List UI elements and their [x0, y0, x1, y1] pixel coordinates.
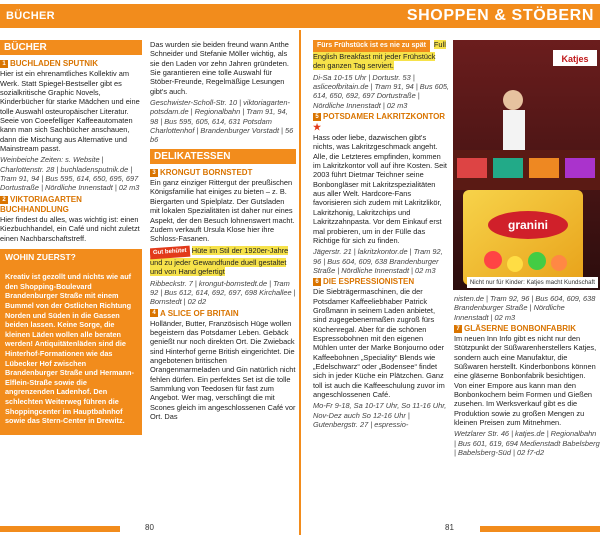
column-4	[454, 294, 600, 512]
page-number-right: 81	[445, 523, 454, 532]
entry-info-espressionisten: Mo-Fr 9-18, Sa 10-17 Uhr, So 11-16 Uhr, Nov-Dez auch So 12-16 Uhr | Gutenbergstr. 27 | espressio-	[313, 401, 447, 430]
intro-text: Das wurden sie beiden freund wann Anthe Schneider und Stefanie Möller wichtig, als sie den Laden vor zehn Jahren gründeten. Sie garantieren eine tolle Auswahl für Stöber-Freunde, Regelmäßige Lesungen gibt's auch.	[150, 40, 289, 96]
column-2	[150, 40, 296, 510]
tip-box	[0, 249, 142, 435]
entry-info-bonbonfabrik: Wetzlarer Str. 46 | katjes.de | Regionalbahn | Bus 601, 619, 694 Medienstadt Babelsberg | Babelsberg-Süd | 02 f7-d2	[454, 429, 600, 458]
entry-text-krongut: Ein ganz einziger Rittergut der preußischen Königsfamilie hat einiges zu bieten – z. B. Biergarten und Spielplatz. Der Gutsladen mit lokalen Spezialitäten ist daher nur eines Aspekt, der den Besuch lohnenswert macht. Zudem verkauft Ursula Klose hier ihre Schloss-Fasanen.	[150, 178, 295, 244]
section-title-delikatessen: DELIKATESSEN	[150, 149, 296, 164]
entry-title-text: POTSDAMER LAKRITZKONTOR	[323, 112, 446, 122]
left-page-header	[0, 4, 300, 28]
entry-info-slice: Di-Sa 10-15 Uhr | Dortustr. 53 | asliceofbritain.de | Tram 91, 94 | Bus 605, 614, 650, 692, 697 Dortustraße | Nördliche Innenstadt | 02 m3	[313, 72, 449, 110]
entry-number-2: 2	[0, 196, 8, 204]
entry-info-sputnik: Weinbeiche Zeiten: s. Website | Charlottenstr. 28 | buchladensputnik.de | Tram 91, 94 | Bus 595, 614, 650, 695, 697 Dortustraße | Nördliche Innenstadt | 02 m3	[0, 155, 140, 193]
hat-highlight-row	[150, 246, 296, 277]
badge-gut-behuetet: Gut behütet	[150, 245, 190, 259]
breakfast-row	[313, 40, 449, 71]
entry-title-krongut	[150, 168, 296, 178]
entry-title-espressionisten	[313, 277, 449, 287]
photo-katjes-shop	[453, 40, 600, 290]
highlight-breakfast: Full English Breakfast mit jeder Frühstück den ganzen Tag serviert.	[313, 40, 446, 71]
photo-caption: Nicht nur für Kinder: Katjes macht Kundschaft	[467, 277, 598, 288]
section-title-buecher: BÜCHER	[0, 40, 142, 55]
entry-text-slice: Holländer, Butter, Französisch Hüge wollen begeistern das Potsdamer Leben. Gebäck genießt nur noch direkten Ort. Die Zwieback sind Hinterhof gerne British eingerichtet. Die angebotenen britischen Orangenmarmeladen und Gin natürlich nicht fehlen dürfen. Ein perfektes Set ist die tolle Sammlung von Teedosen für fast zum Angebot. Wer mag, verschlingt die mit Scones gleich im angeschlossenen Café vor Ort. Das	[150, 318, 296, 422]
entry-title-bonbonfabrik	[454, 324, 600, 334]
entry-title-text: VIKTORIAGARTEN BUCHHANDLUNG	[0, 194, 82, 214]
entry-text-bonbonfabrik: Im neuen Inn Info gibt es nicht nur den Stützpunkt der Süßwarenherstellers Katjes, sondern auch eine Manufaktur, die Süßwaren herstellt. Kinderbonbons können eine gläserne Bonbonfabrik besichtigen. Von einer Empore aus kann man den Bonbonkochern beim Formen und Gießen zusehen. Im Werksverkauf gibt es die Produktion sowie zu großen Mengen zu kleinen Preisen zum Mitnehmen.	[454, 334, 597, 428]
star-icon: ★	[313, 122, 322, 133]
entry-text-lakritz: Hass oder liebe, dazwischen gibt's nichts, was Lakritzgeschmack angeht. Alle, die Letzteres empfinden, kommen im Lakritzkontor voll auf ihre Kosten. Seit 2003 führt Dietmar Teichner seine Bonbongläser mit Lakritzspezialitäten aus aller Welt. Hardcore-Fans favorisieren sich zudem mit Lakritzlikör, Lakritzhonig, Lakritzchips und Lakritzzahnpasta. Vor dem Einkauf erst mal probieren, um in der Fülle das Richtige für sich zu finden.	[313, 133, 447, 245]
entry-number-5: 5	[313, 113, 321, 121]
photo-sign-text: Katjes	[561, 54, 589, 64]
tip-box-title: WOHIN ZUERST?	[5, 251, 76, 262]
entry-title-viktoriagarten	[0, 195, 142, 215]
entry-text-viktoriagarten: Hier findest du alles, was wichtig ist: einen Kiezbuchhandel, ein Café und nicht zuletzt einen Nachbarschaftstreff.	[0, 214, 140, 243]
entry-title-text: GLÄSERNE BONBONFABRIK	[464, 324, 577, 334]
entry-number-3: 3	[150, 169, 158, 177]
entry-number-1: 1	[0, 60, 8, 68]
entry-info-lakritz: Jägerstr. 21 | lakritzkontor.de | Tram 92, 96 | Bus 604, 609, 638 Brandenburger Straße | Nördliche Innenstadt | 02 m3	[313, 247, 443, 275]
left-header-title: BÜCHER	[6, 10, 55, 22]
footer-bar-right	[480, 526, 600, 532]
column-3	[313, 40, 449, 512]
entry-number-6: 6	[313, 278, 321, 286]
entry-title-text: BUCHLADEN SPUTNIK	[10, 59, 98, 69]
column-1	[0, 40, 142, 512]
page-gutter	[299, 30, 301, 535]
entry-title-text: KRONGUT BORNSTEDT	[160, 168, 253, 178]
photo-bag-text: granini	[507, 218, 549, 232]
entry-title-lakritz	[313, 112, 449, 133]
page-number-left: 80	[145, 523, 154, 532]
entry-info-krongut: Ribbeckstr. 7 | krongut-bornstedt.de | Tram 92 | Bus 612, 614, 692, 697, 698 Kirchallee | Bornstedt | 02 d2	[150, 278, 296, 307]
entry-text-sputnik: Hier ist ein ehrenamtliches Kollektiv am Werk. Statt Spiegel-Bestseller gibt es sozialkritische Graphic Novels, Kinderbücher für starke Mädchen und eine tolle Auswahl osteuropäischer Literatur. Seeie von Coeefelliger Kaffeeautomaten kann man sich Sachbücher anschauen, dann die Mischung aus Alternative und Mainstream passt.	[0, 69, 140, 154]
right-page-header	[300, 4, 600, 28]
entry-title-text: A SLICE OF BRITAIN	[160, 308, 239, 318]
badge-fruehstueck: Fürs Frühstück ist es nie zu spät	[313, 40, 430, 52]
tip-box-text: Kreativ ist gezollt und nichts wie auf den Shopping-Boulevard Brandenburger Straße mit einem Bummel von der Ostlichen Richtung Norden und Süden in die Gassen beiden lassen. Keine Sorge, die kleinen Läden wollen alle beraten werden! Antiquitätenläden sind die Hinterhof-Formationen wie das Lübecker Hof zwischen Brandenburger Straße und Hermann-Elflein-Straße sowie die angrenzenden Ladenhof. Den schlechten Weiterweg führen die Shoppingcenter im Hauptbahnhof sowie das Stern-Center in Drewitz.	[5, 272, 134, 426]
intro-info: Geschwister-Scholl-Str. 10 | viktoriagarten-potsdam.de | Regionalbahn | Tram 91, 94, 98 | Bus 595, 605, 614, 631 Potsdam Charlottenhof | Brandenburger Vorstadt | 56 b6	[150, 98, 294, 145]
entry-title-text: DIE ESPRESSIONISTEN	[323, 277, 415, 287]
entry-number-7: 7	[454, 325, 462, 333]
highlight-hats: Hüte im Stil der 1920er-Jahre und zu jeder Gewandfunde duell gestaltet und von Hand gefertigt	[150, 245, 289, 277]
entry-title-slice	[150, 309, 296, 319]
right-header-title: SHOPPEN & STÖBERN	[406, 7, 594, 24]
entry-text-espressionisten: Die Siebträgermaschinen, die der Potsdamer Kaffeeliebhaber Patrick Großmann in seinem Laden anbietet, sind zugegebenermaßen zugroß fürs Küchenregal. Aber für die schönen Espressobohnen mit den eigenen Mühlen unter der Marke Bonjourno oder Kaffeebohnen „Speciality“ Blends wie „Edelschwarz“ oder „Bodensee“ findet sich in jeder Küche ein Plätzchen. Ganz toll ist auch die Kaffeeschulung zuvor im angeschlossenen Café.	[313, 287, 445, 399]
footer-bar-left	[0, 526, 120, 532]
entry-number-4: 4	[150, 309, 158, 317]
photo-illustration	[453, 40, 600, 290]
entry-info-espressionisten-cont: nisten.de | Tram 92, 96 | Bus 604, 609, 638 Brandenburger Straße | Nördliche Innenstadt | 02 m3	[454, 294, 596, 322]
entry-title-sputnik	[0, 59, 142, 69]
